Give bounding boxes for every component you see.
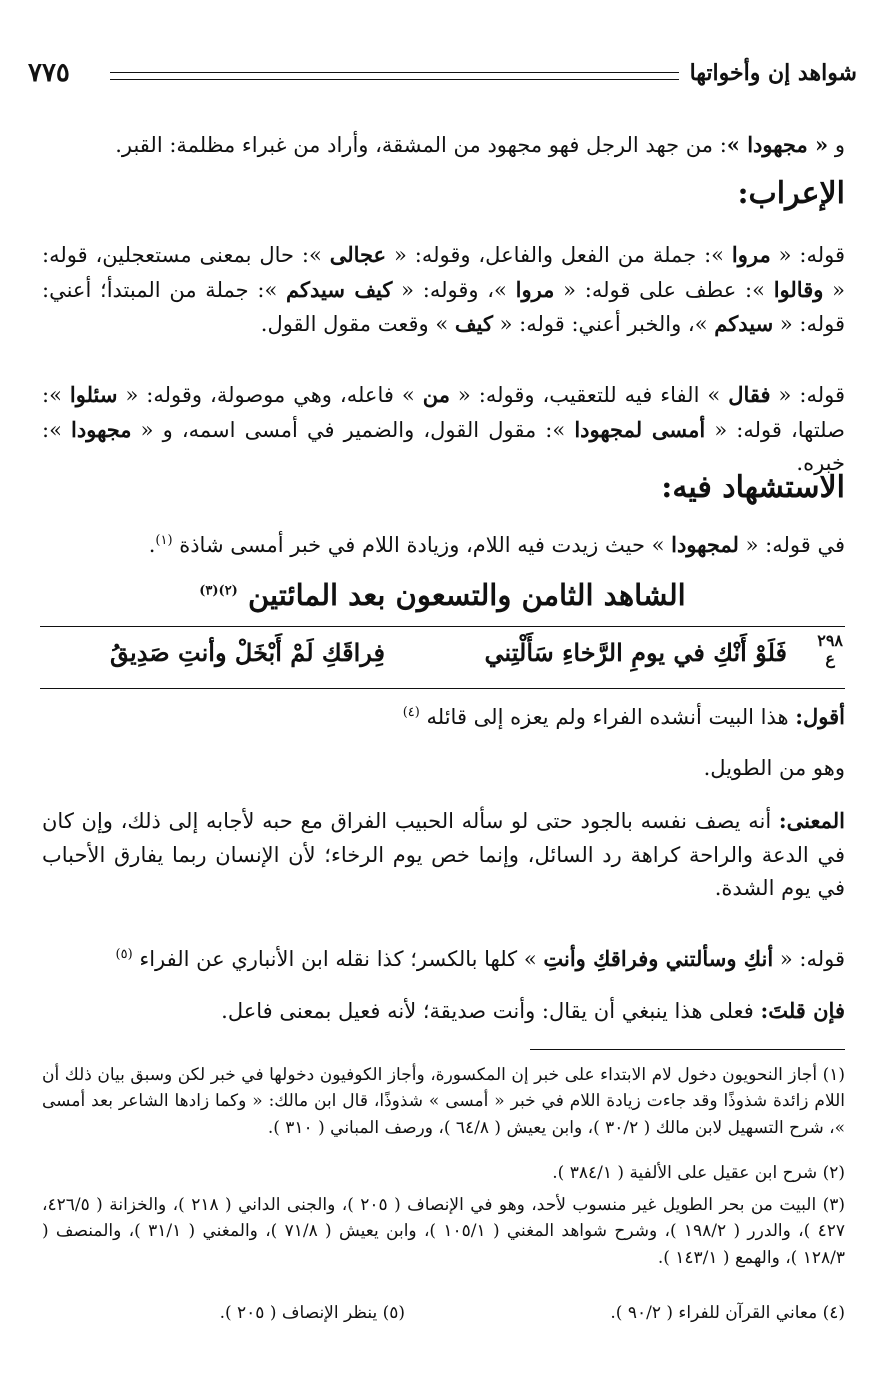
maana-paragraph: المعنى: أنه يصف نفسه بالجود حتى لو سأله الحبيب الفراق مع حبه لأجابه إلى ذلك، وإن كان في الدعة والراحة كراهة رد السائل، وإنما خص يوم الرخاء؛ لأن الإنسان ربما يفارق الأحباب في يوم الشدة. [42,808,845,901]
fa-in-qulta-paragraph: فإن قلتَ: فعلى هذا ينبغي أن يقال: وأنت صديقة؛ لأنه فعيل بمعنى فاعل. [221,998,845,1023]
header-rule [110,72,679,80]
footnote-ref: (١) [155,533,173,548]
footnote-ref: (٥) [115,947,133,962]
footnote-5: (٥) ينظر الإنصاف ( ٢٠٥ ). [219,1303,405,1323]
qawl-paragraph: قوله: « أنكِ وسألتني وفراقكِ وأنتِ » كلها بالكسر؛ كذا نقله ابن الأنباري عن الفراء $^{(٥)}$ [115,946,845,971]
running-title: شواهد إن وأخواتها [689,60,857,86]
irab-paragraph-1: قوله: « مروا »: جملة من الفعل والفاعل، وقوله: « عجالى »: حال بمعنى مستعجلين، قوله: « وقالوا »: عطف على قوله: « مروا »، وقوله: « كيف سيدكم »: جملة من المبتدأ؛ أعني: قوله: « سيدكم »، والخبر أعني: قوله: « كيف » وقعت مقول القول. [42,242,845,337]
verse-top-rule [40,626,845,627]
footnote-ref: (٢)(٣) [199,583,238,599]
verse-first-hemistich: فَلَوْ أَنْكِ في يومِ الرَّخاءِ سَأَلْتِني [484,638,787,667]
aqul-paragraph: أقول: هذا البيت أنشده الفراء ولم يعزه إلى قائله $^{(٤)}$ [402,704,845,729]
page-number: ٧٧٥ [28,58,70,88]
footnote-2: (٢) شرح ابن عقيل على الألفية ( ٣٨٤/١ ). [552,1163,845,1183]
page-header [28,58,857,98]
footnote-separator [530,1049,845,1050]
meter-paragraph: وهو من الطويل. [703,756,845,780]
verse-second-hemistich: فِراقَكِ لَمْ أَبْخَلْ وأنتِ صَدِيقُ [110,638,385,667]
footnote-3: (٣) البيت من بحر الطويل غير منسوب لأحد، وهو في الإنصاف ( ٢٠٥ )، والجنى الداني ( ٢١٨ )، والخزانة ( ٤٢٦/٥، ٤٢٧ )، والدرر ( ١٩٨/٢ )، وشرح شواهد المغني ( ١٠٥/١ )، وابن يعيش ( ٧١/٨ )، والمغني ( ٣١/١ )، والمنصف ( ١٢٨/٣ )، والهمع ( ١٤٣/١ ). [42,1195,846,1268]
footnote-4: (٤) معاني القرآن للفراء ( ٩٠/٢ ). [610,1303,845,1323]
istishhad-paragraph: في قوله: « لمجهودا » حيث زيدت فيه اللام، وزيادة اللام في خبر أمسى شاذة $^{(١)}$. [148,532,845,557]
verse-bottom-rule [40,688,845,689]
intro-paragraph: و « مجهودا »: من جهد الرجل فهو مجهود من المشقة، وأراد من غبراء مظلمة: القبر. [115,132,845,157]
intro-word: « مجهودا » [726,132,829,157]
footnote-1: (١) أجاز النحويون دخول لام الابتداء على خبر إن المكسورة، وأجاز الكوفيون دخولها في خبر لكن وسبق بيان ذلك أن اللام زائدة شذوذًا وقد جاءت زيادة اللام في خبر « أمسى » شذوذًا، قال ابن مالك: « وكما زادها الشاعر بعد أمسى »، شرح التسهيل لابن مالك ( ٣٠/٢ )، وابن يعيش ( ٦٤/٨ )، ورصف المباني ( ٣١٠ ). [42,1065,845,1138]
istishhad-heading: الاستشهاد فيه: [661,470,845,505]
shahid-title: الشاهد الثامن والتسعون بعد المائتين $^{(٢)(٣)}$ [199,578,686,612]
irab-heading: الإعراب: [737,176,845,211]
verse-number: ٢٩٨ ع [817,631,843,668]
irab-paragraph-2: قوله: « فقال » الفاء فيه للتعقيب، وقوله: « من » فاعله، وهي موصولة، وقوله: « سئلوا »: صلتها، قوله: « أمسى لمجهودا »: مقول القول، والضمير في أمسى اسمه، و « مجهودا »: خبره. [42,382,845,476]
footnote-ref: (٤) [402,705,420,720]
